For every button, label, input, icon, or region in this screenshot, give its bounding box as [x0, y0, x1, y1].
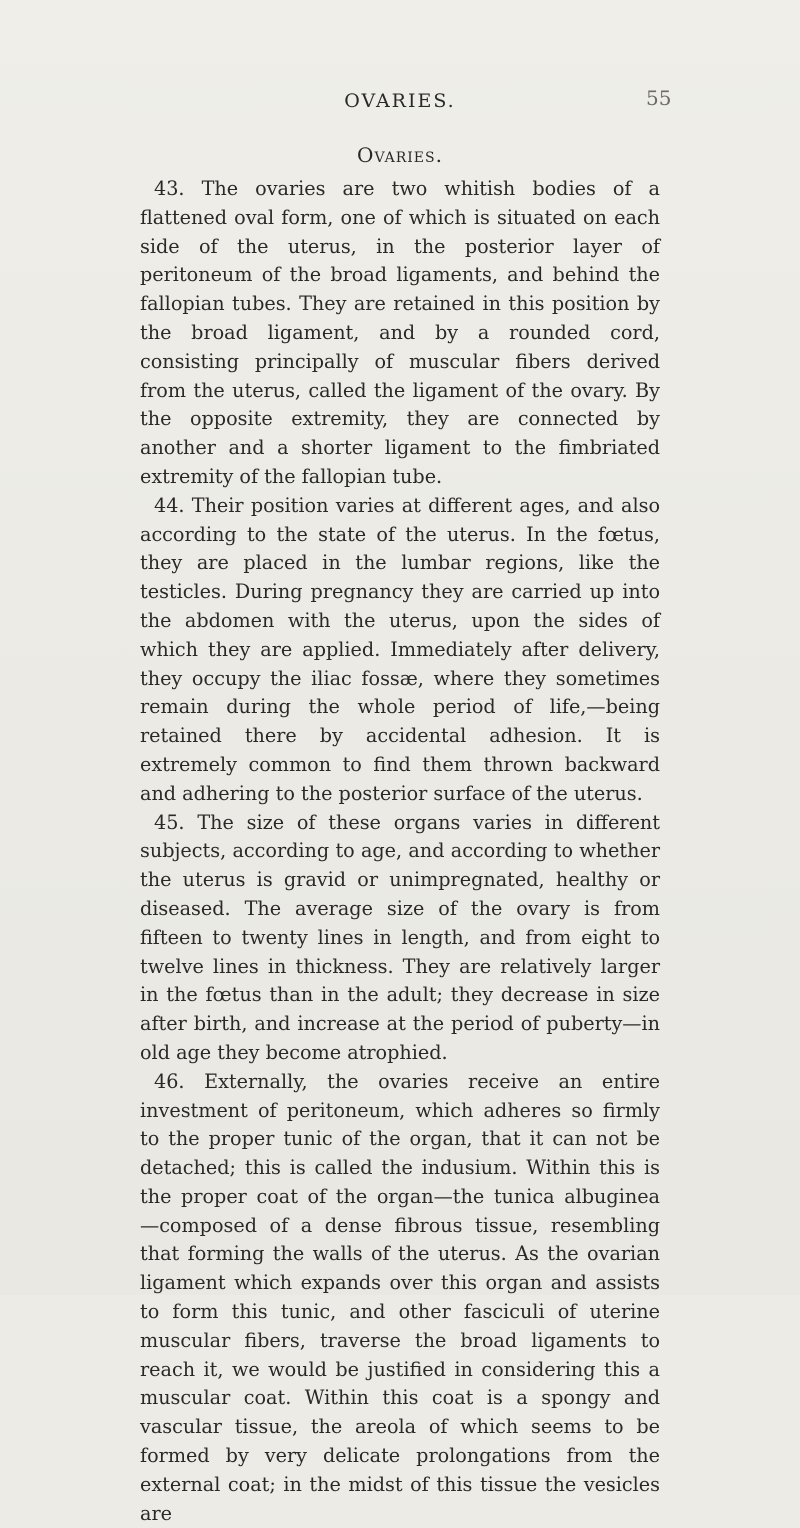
paragraph-46	[140, 1068, 660, 1528]
section-title: Ovaries.	[357, 143, 443, 167]
paragraph-number: 44.	[154, 493, 185, 517]
paragraph-44	[140, 492, 660, 809]
paragraph-number: 45.	[154, 810, 185, 834]
paragraph-number: 43.	[154, 177, 185, 200]
running-head	[0, 86, 800, 114]
paragraph-43	[140, 175, 660, 492]
paragraph-text: The ovaries are two whitish bodies of a flattened oval form, one of which is situated on each side of the uterus, in the posterior layer of peritoneum of the broad ligaments, and behind the fallopian tubes. They are retained in this position by the broad ligament, and by a rounded cord, consisting principally of muscular fibers derived from the uterus, called the ligament of the ovary. By the opposite extremity, they are connected by another and a shorter ligament to the fimbriated extremity of the fallopian tube.	[140, 177, 660, 488]
page-number: 55	[646, 86, 672, 110]
paragraph-number: 46.	[154, 1069, 185, 1093]
paragraph-45	[140, 809, 660, 1068]
paragraph-text: Externally, the ovaries receive an entire investment of peritoneum, which adheres so firmly to the proper tunic of the organ, that it can not be detached; this is called the indusium. Within this is the proper coat of the organ—the tunica albuginea —composed of a dense fibrous tissue, resembling that forming the walls of the uterus. As the ovarian ligament which expands over this organ and assists to form this tunic, and other fasciculi of uterine muscular fibers, traverse the broad ligaments to reach it, we would be justified in considering this a muscular coat. Within this coat is a spongy and vascular tissue, the areola of which seems to be formed by very delicate prolongations from the external coat; in the midst of this tissue the vesicles are	[140, 1069, 660, 1525]
paragraph-text: The size of these organs varies in different subjects, according to age, and according to whether the uterus is gravid or unimpregnated, healthy or diseased. The average size of the ovary is from fifteen to twenty lines in length, and from eight to twelve lines in thickness. They are relatively larger in the fœtus than in the adult; they decrease in size after birth, and increase at the period of puberty—in old age they become atrophied.	[140, 810, 660, 1064]
paragraph-text: Their position varies at different ages, and also according to the state of the uterus. In the fœtus, they are placed in the lumbar regions, like the testicles. During pregnancy they are carried up into the abdomen with the uterus, upon the sides of which they are applied. Immediately after delivery, they occupy the iliac fossæ, where they sometimes remain during the whole period of life,—being retained there by accidental adhesion. It is extremely common to find them thrown backward and adhering to the posterior surface of the uterus.	[140, 493, 660, 805]
body-text	[140, 175, 660, 1528]
running-title: OVARIES.	[344, 90, 456, 112]
